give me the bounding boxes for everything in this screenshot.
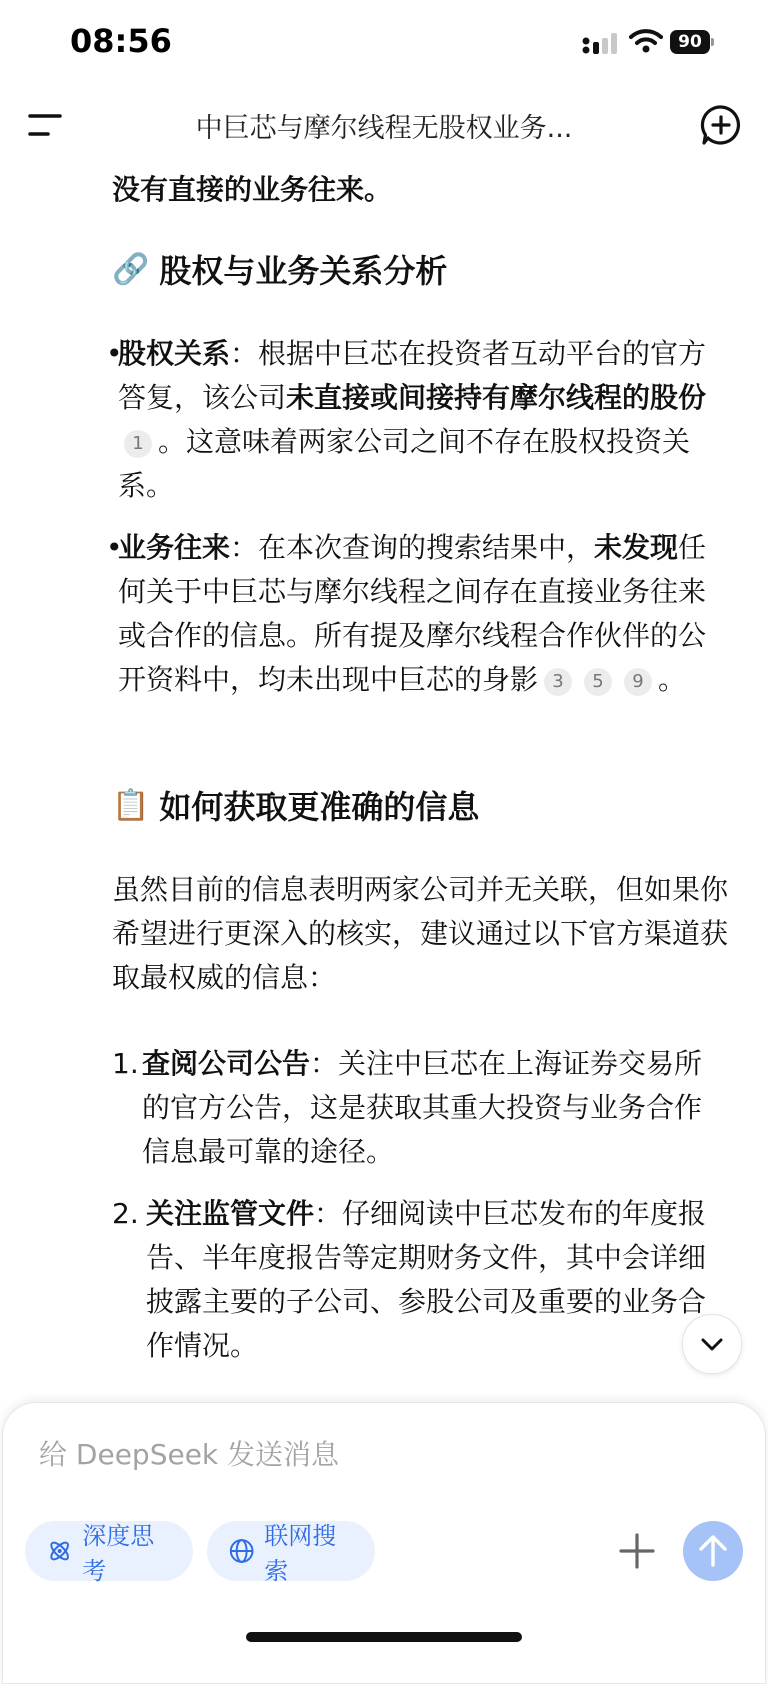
wifi-icon	[628, 28, 664, 54]
bullet-dot: •	[106, 337, 123, 370]
attach-plus-icon[interactable]	[617, 1531, 657, 1571]
battery-level: 90	[670, 30, 710, 54]
chevron-down-icon	[700, 1334, 724, 1354]
link-icon: 🔗	[112, 251, 150, 287]
web-search-toggle[interactable]	[207, 1521, 375, 1585]
new-chat-icon[interactable]	[700, 104, 742, 146]
atom-icon	[47, 1537, 72, 1565]
bullet-text: 。这意味着两家公司之间不存在股权投资关系。	[118, 425, 691, 502]
scroll-to-bottom-button[interactable]	[682, 1314, 742, 1374]
list-text: ：仔细阅读中巨芯发布的年度报告、半年度报告等定期财务文件，其中会详细披露主要的子公司、参股公司及重要的业务合作情况。	[146, 1197, 707, 1362]
bullet-label: 股权关系	[118, 337, 231, 370]
home-indicator	[246, 1632, 522, 1642]
citation-badge[interactable]: 1	[124, 430, 152, 458]
bullet-text: ：在本次查询的搜索结果中，	[230, 531, 595, 564]
section-heading-text: 股权与业务关系分析	[159, 252, 448, 290]
web-search-label: 联网搜索	[264, 1522, 337, 1585]
menu-icon[interactable]	[28, 112, 62, 138]
bullet-text: 任何关于中巨芯与摩尔线程之间存在直接业务往来或合作的信息。所有提及摩尔线程合作伙伴的公开资料中，均未出现中巨芯的身影	[118, 531, 707, 696]
status-time: 08:56	[70, 22, 172, 60]
list-number: 1.	[112, 1047, 139, 1080]
deep-think-toggle[interactable]	[25, 1521, 193, 1585]
citation-badge[interactable]: 5	[584, 668, 612, 696]
arrow-up-icon	[697, 1534, 729, 1568]
citation-badge[interactable]: 3	[544, 668, 572, 696]
section-heading-info	[112, 782, 479, 828]
bullet-text: 。	[658, 663, 687, 696]
list-number: 2.	[112, 1197, 139, 1230]
bullet-emphasis: 未直接或间接持有摩尔线程的股份	[286, 381, 707, 414]
section-heading-text: 如何获取更准确的信息	[159, 788, 480, 826]
paragraph-text: 虽然目前的信息表明两家公司并无关联，但如果你希望进行更深入的核实，建议通过以下官方渠道获取最权威的信息：	[112, 873, 729, 994]
cellular-signal-icon	[582, 32, 622, 56]
send-button[interactable]	[683, 1521, 743, 1581]
deep-think-label: 深度思考	[82, 1522, 155, 1585]
message-input[interactable]	[37, 1431, 641, 1477]
bullet-emphasis: 未发现	[594, 531, 679, 564]
list-label: 关注监管文件	[146, 1197, 315, 1230]
list-item-announcement	[112, 1042, 728, 1174]
list-item-equity	[106, 332, 728, 508]
list-label: 查阅公司公告	[142, 1047, 311, 1080]
clipboard-icon: 📋	[112, 787, 150, 823]
intro-tail-text: 没有直接的业务往来。	[112, 173, 393, 206]
globe-icon	[229, 1537, 254, 1565]
list-text: ：关注中巨芯在上海证券交易所的官方公告，这是获取其重大投资与业务合作信息最可靠的途径。	[142, 1047, 703, 1168]
section-heading-relationship	[112, 246, 447, 292]
assistant-message	[0, 156, 768, 1386]
list-item-regulatory	[112, 1192, 728, 1368]
bullet-dot: •	[106, 531, 123, 564]
conversation-title[interactable]: 中巨芯与摩尔线程无股权业务...	[195, 113, 573, 144]
status-bar	[0, 0, 768, 90]
bullet-text: ：根据中巨芯在投资者互动平台的官方答复，该公司	[118, 337, 707, 414]
citation-badge[interactable]: 9	[624, 668, 652, 696]
bullet-label: 业务往来	[118, 531, 231, 564]
list-item-business	[106, 526, 728, 702]
battery-icon	[670, 30, 714, 54]
nav-bar	[0, 90, 768, 156]
